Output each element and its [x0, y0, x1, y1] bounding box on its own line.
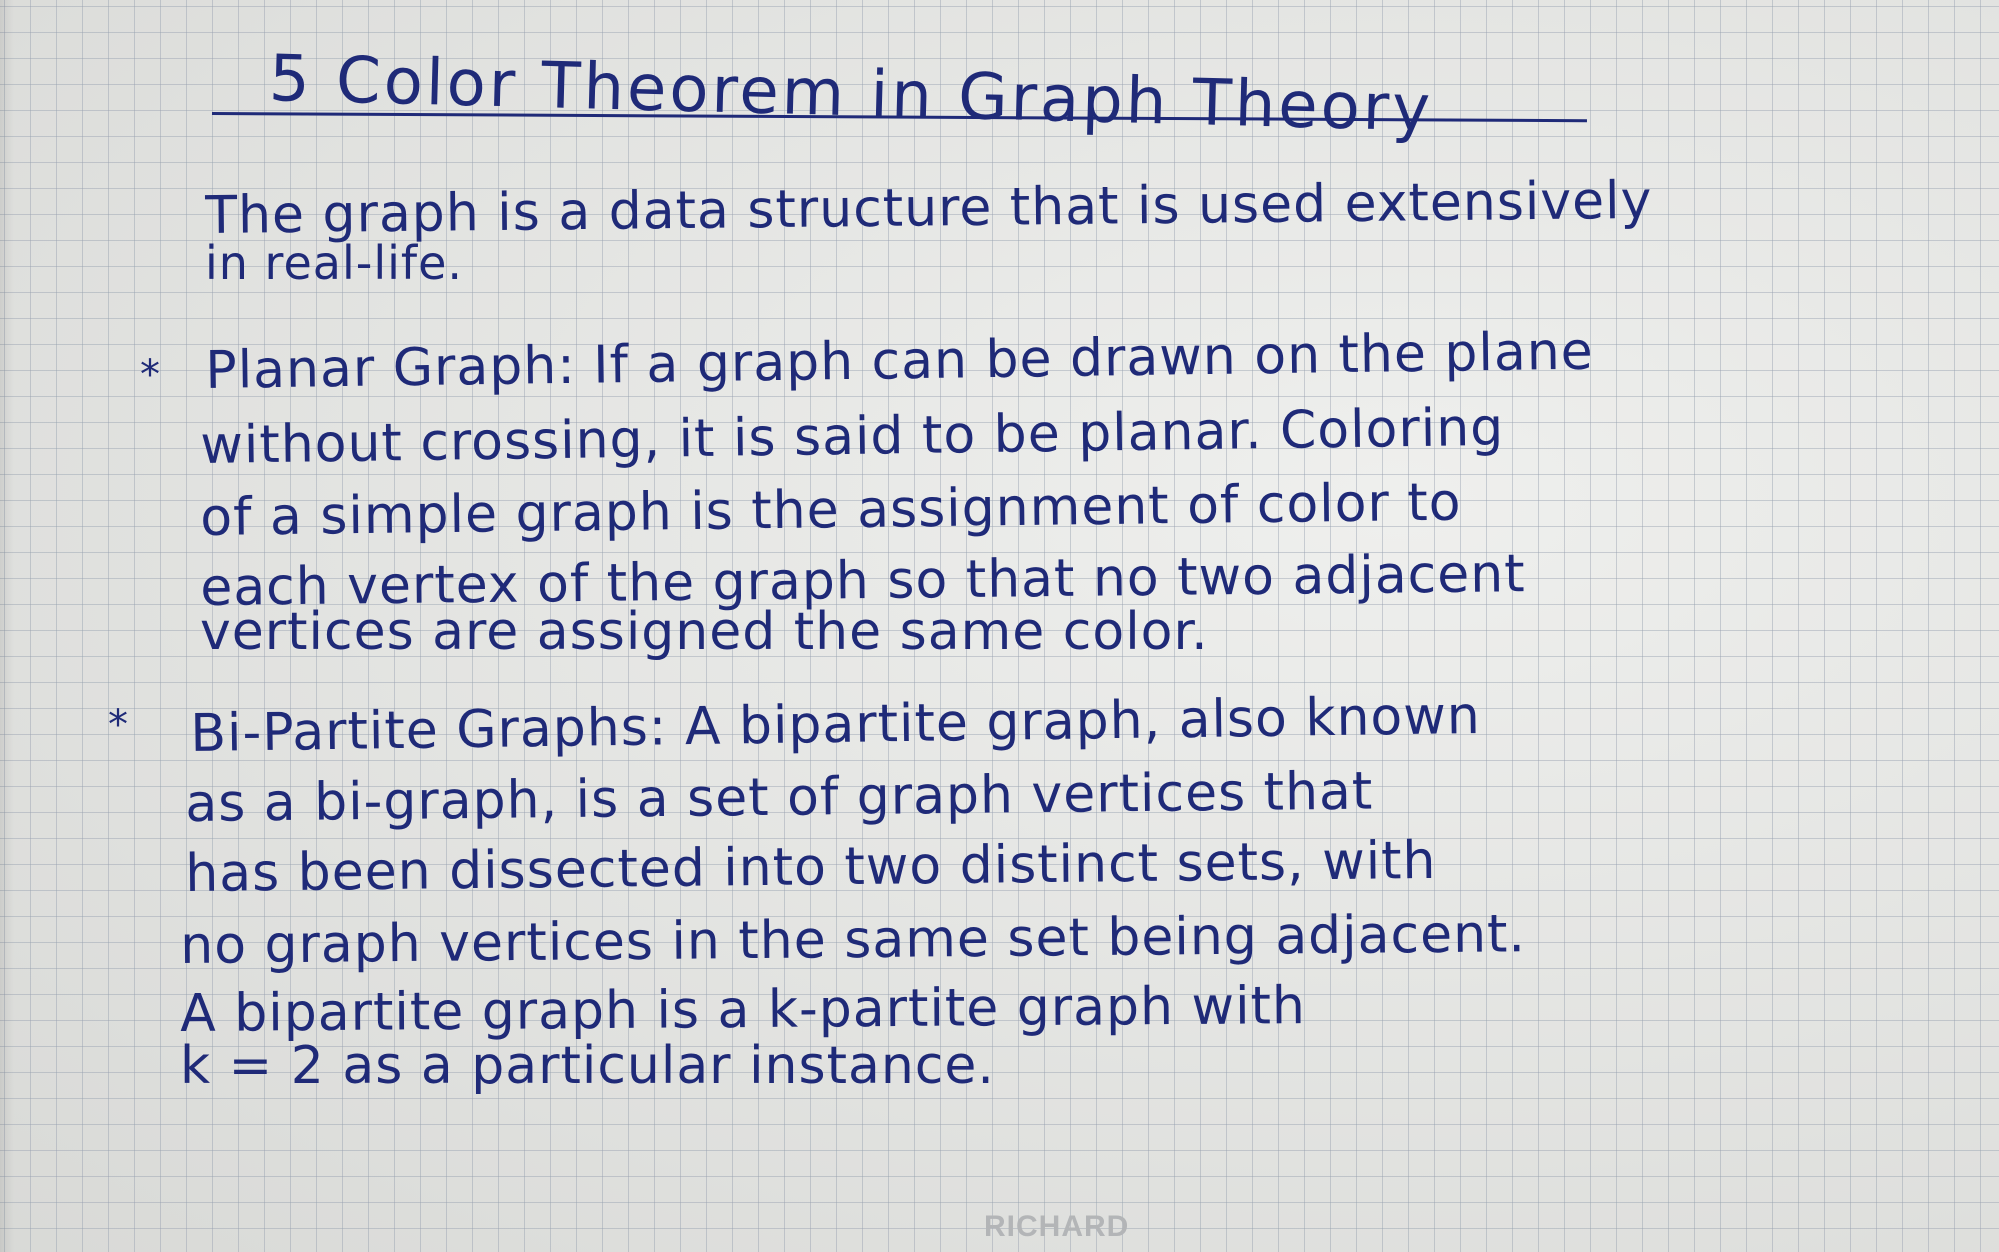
planar-line-2: without crossing, it is said to be planar. Coloring	[199, 397, 1505, 476]
bipartite-line-5: A bipartite graph is a k-partite graph with	[179, 976, 1307, 1044]
bipartite-line-2: as a bi-graph, is a set of graph vertices that	[184, 761, 1374, 834]
bipartite-line-1: Bi-Partite Graphs: A bipartite graph, also known	[189, 685, 1482, 764]
page-shadow-edge	[0, 0, 14, 1252]
planar-line-1: Planar Graph: If a graph can be drawn on the plane	[204, 321, 1595, 401]
notebook-brand-mark: RICHARD	[984, 1210, 1130, 1243]
planar-bullet: *	[140, 352, 160, 398]
bipartite-line-6: k = 2 as a particular instance.	[180, 1036, 995, 1096]
bipartite-line-4: no graph vertices in the same set being adjacent.	[179, 904, 1527, 976]
page-title: 5 Color Theorem in Graph Theory	[268, 42, 1434, 147]
bipartite-bullet: *	[108, 702, 128, 748]
bipartite-line-3: has been dissected into two distinct sets, with	[184, 830, 1437, 904]
planar-line-3: of a simple graph is the assignment of color to	[199, 472, 1462, 548]
intro-line-2: in real-life.	[205, 236, 464, 290]
planar-line-4: each vertex of the graph so that no two adjacent	[199, 544, 1526, 618]
intro-line-1: The graph is a data structure that is used extensively	[204, 170, 1653, 246]
planar-line-5: vertices are assigned the same color.	[200, 602, 1209, 662]
